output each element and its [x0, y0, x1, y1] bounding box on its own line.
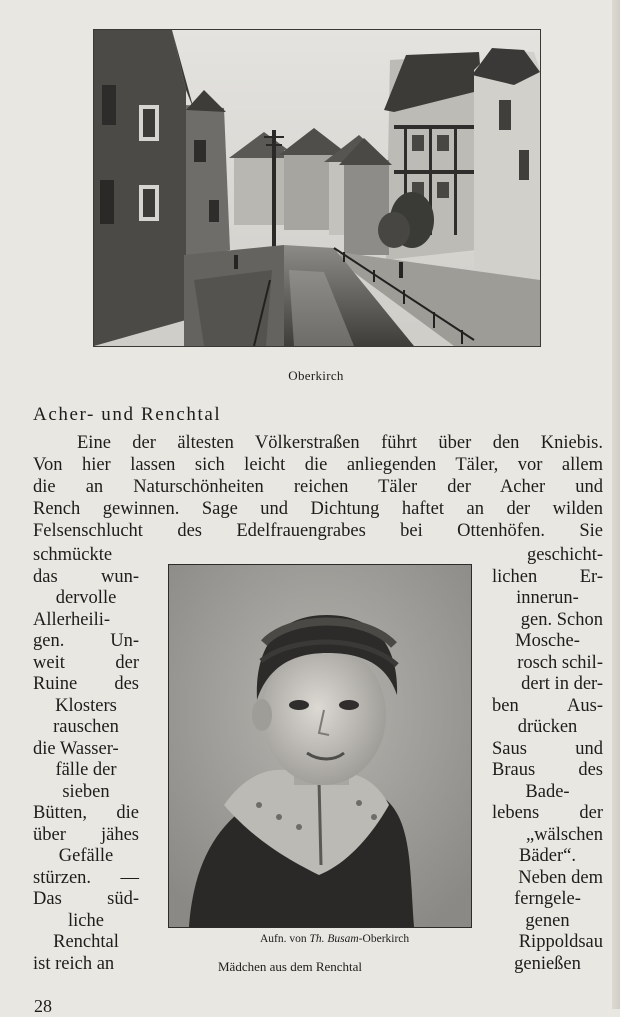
text-line: ben Aus-	[492, 695, 603, 716]
text-line: Rench gewinnen. Sage und Dichtung haftet an der wilden	[33, 499, 603, 519]
text-line: genießen	[514, 953, 581, 974]
text-line: liche	[68, 910, 104, 931]
text-line: geschicht-	[526, 545, 603, 565]
text-line: Klosters	[55, 695, 117, 716]
text-line: Braus des	[492, 760, 603, 780]
text-line: sieben	[62, 781, 110, 802]
text-line: rauschen	[53, 717, 119, 737]
text-line: fälle der	[55, 760, 117, 780]
text-line: Eine der ältesten Völkerstraßen führt über den Kniebis.	[77, 433, 603, 453]
credit-photographer: Th. Busam	[309, 933, 359, 945]
left-text-column	[33, 545, 139, 975]
text-line: Das süd-	[33, 889, 139, 909]
text-line: lichen Er-	[492, 566, 603, 587]
photo-credit	[260, 933, 476, 945]
text-line: Bade-	[525, 781, 570, 802]
text-line: über jähes	[33, 824, 139, 845]
section-heading: Acher- und Renchtal	[33, 404, 222, 425]
text-line: Neben dem	[518, 867, 603, 888]
text-line: ferngele-	[514, 889, 581, 909]
text-line: Felsenschlucht des Edelfrauengrabes bei Ottenhöfen. Sie	[33, 521, 603, 541]
girl-photo-caption: Mädchen aus dem Renchtal	[218, 959, 363, 974]
page-number: 28	[34, 996, 52, 1016]
girl-portrait-photo	[168, 564, 472, 928]
text-line: die an Naturschönheiten reichen Täler der Acher und	[33, 477, 603, 497]
text-line: die Wasser-	[33, 738, 119, 759]
right-text-column	[492, 545, 603, 975]
text-line: Mosche-	[515, 631, 580, 651]
text-line: Renchtal	[53, 932, 119, 952]
text-line: rosch schil-	[517, 652, 603, 673]
text-line: Bütten, die	[33, 803, 139, 823]
text-line: lebens der	[492, 803, 603, 823]
text-line: gen. Schon	[520, 609, 603, 630]
text-line: Von hier lassen sich leicht die anliegenden Täler, vor allem	[33, 455, 603, 475]
text-line: Rippoldsau	[518, 932, 603, 952]
text-line: Gefälle	[58, 846, 114, 866]
text-line: „wälschen	[525, 824, 603, 845]
text-line: stürzen. —	[33, 867, 139, 888]
text-line: drücken	[517, 717, 578, 737]
oberkirch-caption: Oberkirch	[288, 368, 344, 383]
text-line: schmückte	[33, 545, 113, 565]
text-line: Ruine des	[33, 674, 139, 694]
text-line: das wun-	[33, 566, 139, 587]
text-line: Saus und	[492, 738, 603, 759]
page-edge	[612, 0, 620, 1009]
text-line: innerun-	[516, 588, 579, 608]
oberkirch-photo	[93, 29, 541, 347]
text-line: ist reich an	[33, 953, 115, 974]
text-line: genen	[525, 910, 570, 931]
text-line: dervolle	[55, 588, 117, 608]
intro-paragraph	[33, 432, 603, 542]
text-line: Bäder“.	[518, 846, 576, 866]
credit-prefix: Aufn. von	[260, 933, 307, 945]
text-line: Allerheili-	[33, 609, 111, 630]
text-line: weit der	[33, 652, 139, 673]
credit-suffix: -Oberkirch	[358, 933, 410, 945]
text-line: gen. Un-	[33, 631, 139, 651]
text-line: dert in der-	[521, 674, 603, 694]
